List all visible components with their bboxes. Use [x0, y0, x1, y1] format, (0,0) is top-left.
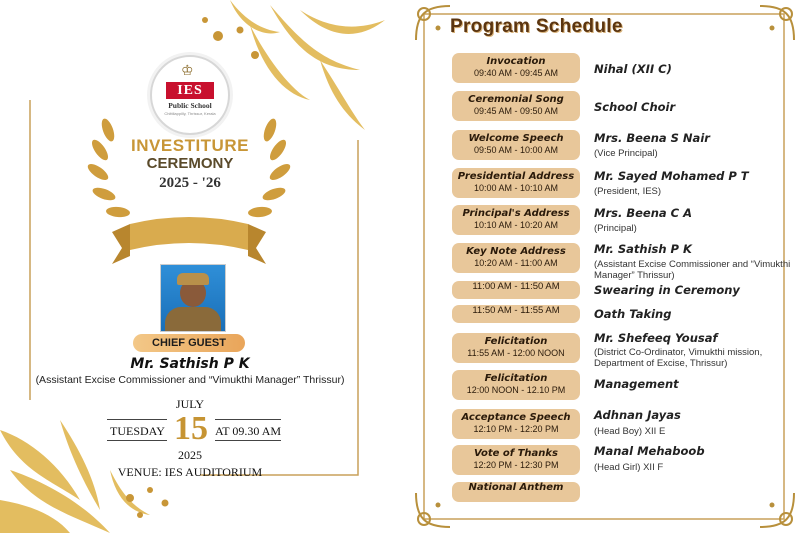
performer-note: (Vice Principal): [594, 148, 658, 159]
time-slot: 10:00 AM - 10:10 AM: [473, 183, 559, 193]
schedule-time-pill: [452, 205, 580, 235]
title-ceremony: CEREMONY: [146, 155, 234, 172]
time-slot: 12:00 NOON - 12.10 PM: [466, 385, 566, 395]
performer-note: (Principal): [594, 223, 637, 234]
event-month: JULY: [175, 397, 205, 411]
performer-name: Swearing in Ceremony: [594, 283, 740, 297]
event-label: Invocation: [486, 56, 546, 67]
performer-name: Manal Mehaboob: [594, 444, 705, 458]
divider-line: [215, 440, 281, 441]
logo-tagline: Chittilappilly, Thrissur, Kerala: [164, 111, 216, 116]
time-slot: 09:50 AM - 10:00 AM: [473, 145, 559, 155]
performer-name: Management: [594, 377, 679, 391]
time-slot: 11:00 AM - 11:50 AM: [472, 281, 560, 292]
academic-year: 2025 - '26: [159, 175, 221, 191]
schedule-time-pill: [452, 91, 580, 121]
performer-name: Nihal (XII C): [594, 62, 672, 76]
title-investiture: INVESTITURE: [131, 136, 249, 155]
invitation-card: [0, 0, 395, 533]
event-label: Acceptance Speech: [461, 412, 571, 423]
cap-shape: [177, 273, 209, 285]
school-logo: [150, 55, 230, 135]
performer-name: Mrs. Beena C A: [594, 206, 692, 220]
chief-guest-badge: CHIEF GUEST: [133, 334, 245, 352]
schedule-title: Program Schedule: [450, 16, 623, 37]
schedule-time-pill: [452, 243, 580, 273]
event-year: 2025: [178, 448, 202, 462]
divider-line: [107, 440, 167, 441]
time-slot: 11:50 AM - 11:55 AM: [472, 305, 560, 316]
time-slot: 09:40 AM - 09:45 AM: [473, 68, 559, 78]
program-schedule: [410, 0, 800, 533]
schedule-time-pill: [452, 370, 580, 400]
performer-note: (Head Boy) XII E: [594, 426, 666, 437]
chief-guest-photo: [160, 264, 226, 332]
chief-guest-name: Mr. Sathish P K: [130, 356, 250, 372]
divider-line: [215, 419, 281, 420]
time-slot: 10:10 AM - 10:20 AM: [473, 220, 559, 230]
event-label: Principal's Address: [462, 208, 570, 219]
schedule-time-pill: [452, 445, 580, 475]
schedule-time-pill: [452, 482, 580, 502]
time-slot: 11:55 AM - 12:00 NOON: [467, 348, 565, 358]
performer-note: (President, IES): [594, 186, 662, 197]
event-label: Vote of Thanks: [473, 448, 559, 459]
schedule-time-pill: [452, 168, 580, 198]
event-label: Welcome Speech: [468, 133, 564, 144]
event-venue: VENUE: IES AUDITORIUM: [117, 465, 263, 479]
performer-note: (District Co-Ordinator, Vimukthi mission, Department of Excise, Thrissur): [594, 347, 763, 369]
performer-name: Mrs. Beena S Nair: [594, 131, 710, 145]
performer-name: Oath Taking: [594, 307, 672, 321]
logo-name: IES: [166, 82, 214, 99]
performer-name: Mr. Sathish P K: [594, 242, 692, 256]
event-label: Felicitation: [484, 336, 548, 347]
schedule-time-pill: [452, 130, 580, 160]
uniform-shape: [165, 307, 221, 332]
event-label: National Anthem: [468, 482, 564, 493]
event-weekday: TUESDAY: [110, 424, 165, 438]
event-label: Presidential Address: [457, 171, 575, 182]
performer-note: (Head Girl) XII F: [594, 462, 664, 473]
event-date: 15: [174, 410, 208, 447]
time-slot: 10:20 AM - 11:00 AM: [474, 258, 558, 268]
event-label: Felicitation: [484, 373, 548, 384]
schedule-time-pill: [452, 281, 580, 299]
performer-name: Mr. Shefeeq Yousaf: [594, 331, 718, 345]
event-label: Ceremonial Song: [468, 94, 564, 105]
crest-icon: ♔: [181, 64, 194, 79]
event-time: AT 09.30 AM: [214, 424, 282, 438]
time-slot: 09:45 AM - 09:50 AM: [473, 106, 559, 116]
time-slot: 12:20 PM - 12:30 PM: [473, 460, 559, 470]
divider-line: [107, 419, 167, 420]
schedule-time-pill: [452, 333, 580, 363]
performer-name: Adhnan Jayas: [594, 408, 681, 422]
performer-name: School Choir: [594, 100, 676, 114]
schedule-time-pill: [452, 53, 580, 83]
schedule-time-pill: [452, 409, 580, 439]
event-label: Key Note Address: [466, 246, 566, 257]
performer-note: (Assistant Excise Commissioner and “Vimukthi Manager” Thrissur): [594, 259, 791, 281]
chief-guest-role: (Assistant Excise Commissioner and “Vimukthi Manager” Thrissur): [35, 374, 345, 386]
performer-name: Mr. Sayed Mohamed P T: [594, 169, 749, 183]
time-slot: 12:10 PM - 12:20 PM: [473, 424, 559, 434]
schedule-time-pill: [452, 305, 580, 323]
logo-subtitle: Public School: [168, 101, 212, 110]
